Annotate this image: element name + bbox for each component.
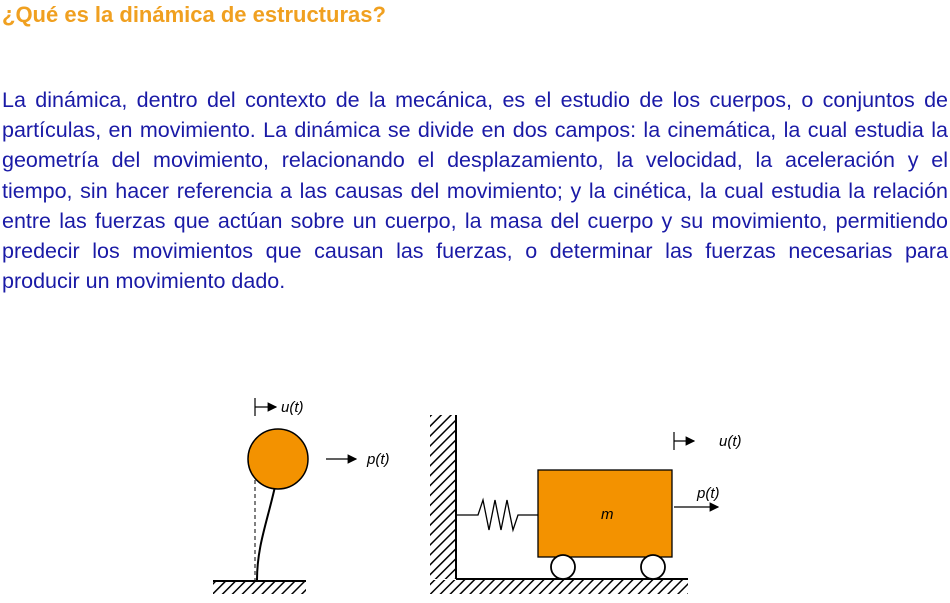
structural-dynamics-figure — [0, 380, 950, 603]
right-displacement-label: u(t) — [719, 433, 742, 450]
floor-hatch — [430, 580, 688, 594]
wall-hatch — [430, 415, 456, 579]
spring — [456, 500, 538, 530]
mass-label: m — [601, 506, 614, 523]
lumped-mass-circle — [248, 429, 308, 489]
left-wheel — [551, 555, 575, 579]
deformed-column — [257, 482, 276, 580]
page-title: ¿Qué es la dinámica de estructuras? — [2, 2, 386, 27]
spring-mass-diagram — [430, 415, 742, 594]
left-displacement-label: u(t) — [281, 399, 304, 416]
body-paragraph: La dinámica, dentro del contexto de la mecánica, es el estudio de los cuerpos, o conjuntos de partículas, en movimiento. La dinámica se divide en dos campos: la cinemática, la cual estudia la geometría del movimiento, relacionando el desplazamiento, la velocidad, la aceleración y el tiempo, sin hacer referencia a las causas del movimiento; y la cinética, la cual estudia la relación entre las fuerzas que actúan sobre un cuerpo, la masa del cuerpo y su movimiento, permitiendo predecir los movimientos que causan las fuerzas, o determinar las fuerzas necesarias para producir un movimiento dado. — [2, 88, 948, 294]
right-wheel — [641, 555, 665, 579]
cantilever-diagram — [213, 398, 390, 594]
left-ground-hatch — [213, 582, 306, 594]
right-force-label: p(t) — [697, 485, 720, 502]
left-force-label: p(t) — [367, 451, 390, 468]
